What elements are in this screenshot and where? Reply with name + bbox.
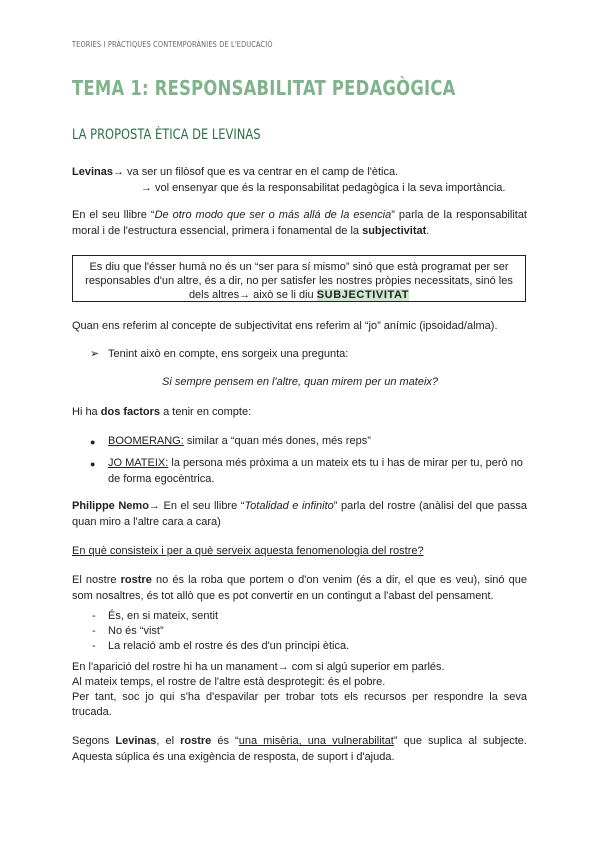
factor-term: BOOMERANG: <box>108 435 184 447</box>
list-item: La relació amb el rostre és des d'un principi ètica. <box>108 640 350 652</box>
subjectivity-term: subjectivitat <box>362 225 427 237</box>
page-title: TEMA 1: RESPONSABILITAT PEDAGÒGICA <box>72 76 456 100</box>
box-line2: responsables d'un altre, és a dir, no per satisfer les nostres pròpies necessitats, sinó les <box>85 275 513 287</box>
rostre-para-line2: som nosaltres, és tot allò que es pot convertir en un contingut a l'abast del pensament. <box>72 590 494 602</box>
arrow: → <box>112 166 124 178</box>
appearance-line4: trucada. <box>72 706 112 718</box>
dash-marker: - <box>92 610 96 622</box>
final-para-line1: Segons Levinas, el rostre és “una misèria, una vulnerabilitat” que suplica al subjecte. <box>72 735 527 747</box>
running-header: TEORIES I PRÀCTIQUES CONTEMPORÀNIES DE L'EDUCACIÓ <box>72 40 273 49</box>
factor-term: JO MATEIX: <box>108 457 169 469</box>
levinas-name: Levinas <box>72 166 113 178</box>
appearance-line1: En l'aparició del rostre hi ha un manament→ com si algú superior em parlés. <box>72 661 445 673</box>
phenomenology-question: En què consisteix i per a què serveix aquesta fenomenologia del rostre? <box>72 545 424 557</box>
levinas-def-line2: → vol ensenyar que és la responsabilitat pedagògica i la seva importància. <box>141 182 506 194</box>
bullet-dot-icon: ● <box>90 437 96 447</box>
subjectivitat-highlight: SUBJECTIVITAT <box>316 289 410 301</box>
box-line1: Es diu que l'ésser humà no és un “ser para sí mismo” sinó que està programat per ser <box>89 261 509 273</box>
arrow-bullet-icon: ➢ <box>90 348 100 360</box>
dash-marker: - <box>92 640 96 652</box>
final-para-line2: Aquesta súplica és una exigència de resposta, de suport i d'ajuda. <box>72 751 395 763</box>
definition-box <box>72 255 526 302</box>
book-para-line1: En el seu llibre “De otro modo que ser o más allá de la esencia” parla de la responsabilitat <box>72 209 527 221</box>
levinas-def-text: va ser un filòsof que es va centrar en el camp de l'ètica. <box>123 166 399 178</box>
question-intro: Tenint això en compte, ens sorgeix una pregunta: <box>108 348 349 360</box>
list-item: És, en si mateix, sentit <box>108 610 219 622</box>
factor-item-cont: de forma egocèntrica. <box>108 473 215 485</box>
nemo-book-title: Totalidad e infinito <box>244 500 334 512</box>
subjectivity-para: Quan ens referim al concepte de subjectivitat ens referim al “jo” anímic (ipsoidad/alma). <box>72 320 498 332</box>
box-line3: dels altres→ això se li diu SUBJECTIVITAT <box>188 289 410 301</box>
section-title: LA PROPOSTA ÈTICA DE LEVINAS <box>72 127 261 143</box>
factor-item: BOOMERANG: similar a “quan més dones, més reps” <box>108 435 371 447</box>
dash-marker: - <box>92 625 96 637</box>
rostre-para-line1: El nostre rostre no és la roba que portem o d'on venim (és a dir, el que es veu), sinó que <box>72 574 527 586</box>
nemo-line2: quan miro a l'altre cara a cara) <box>72 516 221 528</box>
appearance-line3: Per tant, soc jo qui s'ha d'espavilar per trobar tots els recursos per respondre la seva <box>72 691 527 703</box>
factor-item: JO MATEIX: la persona més pròxima a un mateix ets tu i has de mirar per tu, però no <box>108 457 523 469</box>
question: Si sempre pensem en l'altre, quan mirem per un mateix? <box>162 376 439 388</box>
factors-intro: Hi ha dos factors a tenir en compte: <box>72 406 252 418</box>
vulnerability-quote: una misèria, una vulnerabilitat <box>238 735 394 747</box>
book-title: De otro modo que ser o más allá de la esencia <box>154 209 392 221</box>
book-para-line2: moral i de l'estructura essencial, primera i fonamental de la subjectivitat. <box>72 225 430 237</box>
nemo-name: Philippe Nemo <box>72 500 149 512</box>
list-item: No és “vist” <box>108 625 164 637</box>
bullet-dot-icon: ● <box>90 459 96 469</box>
levinas-def-line1 <box>72 164 398 180</box>
nemo-line1: Philippe Nemo→ En el seu llibre “Totalidad e infinito” parla del rostre (anàlisi del que passa <box>72 500 527 512</box>
appearance-line2: Al mateix temps, el rostre de l'altre està desprotegit: és el pobre. <box>72 676 386 688</box>
